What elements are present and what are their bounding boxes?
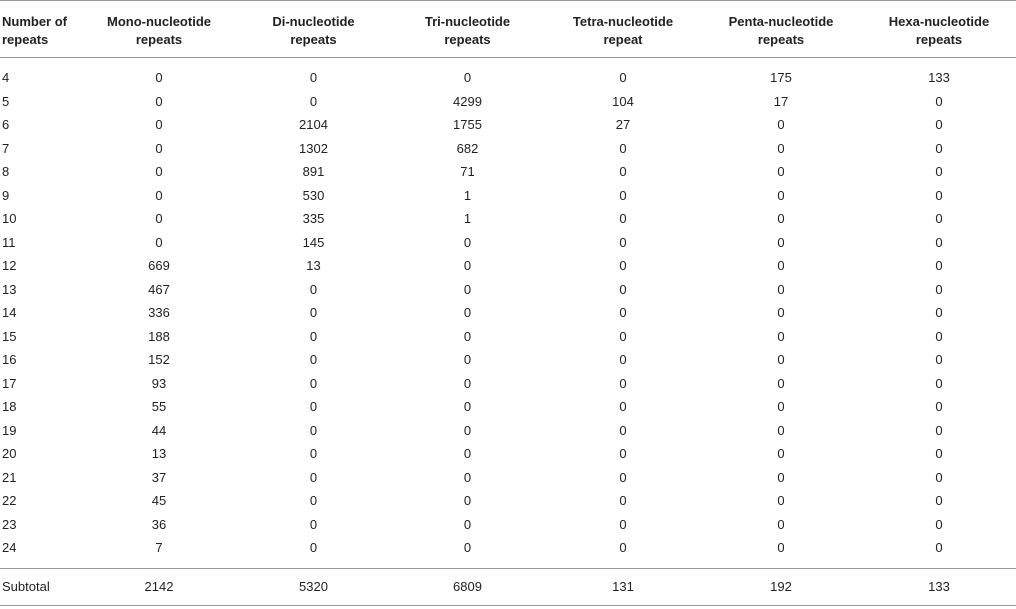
table-cell: 0 — [463, 352, 472, 368]
table-cell: 0 — [155, 187, 163, 203]
table-body — [0, 58, 1016, 569]
table-cell: 0 — [777, 352, 785, 368]
repeat-count-cell: 11 — [2, 234, 16, 250]
repeat-count-cell: 4 — [2, 70, 10, 86]
table-cell: 0 — [155, 140, 163, 156]
table-cell: 0 — [463, 328, 472, 344]
table-cell: 2104 — [299, 117, 328, 133]
table-cell: 175 — [770, 70, 792, 86]
table-cell: 0 — [155, 211, 163, 227]
table-cell: 0 — [777, 281, 785, 297]
table-cell: 0 — [777, 164, 785, 180]
table-cell: 93 — [151, 375, 167, 391]
table-cell: 0 — [463, 540, 472, 556]
repeat-count-cell: 17 — [2, 375, 17, 391]
repeat-count-cell: 19 — [2, 422, 17, 438]
table-cell: 0 — [935, 493, 943, 509]
table-cell: 0 — [619, 234, 627, 250]
subtotal-cell: 133 — [862, 568, 1016, 605]
table-cell: 0 — [309, 375, 318, 391]
table-row — [0, 278, 1016, 302]
repeat-count-cell: 18 — [2, 399, 17, 415]
table-cell: 0 — [935, 422, 943, 438]
repeat-count-cell: 23 — [2, 516, 17, 532]
table-cell: 0 — [935, 234, 943, 250]
table-cell: 0 — [777, 234, 785, 250]
column-header-line: Di-nucleotide — [272, 14, 355, 29]
column-header-line: Number of — [2, 14, 67, 29]
table-row — [0, 348, 1016, 372]
repeat-count-cell: 16 — [2, 352, 17, 368]
table-cell: 0 — [619, 446, 627, 462]
table-cell: 71 — [460, 164, 475, 180]
table-cell: 0 — [935, 93, 943, 109]
column-header — [389, 1, 546, 58]
subtotal-cell: 6809 — [389, 568, 546, 605]
column-header — [862, 1, 1016, 58]
table-cell: 0 — [309, 399, 318, 415]
column-header-line: repeats — [915, 32, 963, 47]
table-cell: 891 — [302, 164, 325, 180]
table-cell: 0 — [309, 446, 318, 462]
table-cell: 145 — [302, 234, 325, 250]
table-cell: 0 — [619, 469, 627, 485]
table-cell: 0 — [309, 93, 318, 109]
table-cell: 0 — [935, 258, 943, 274]
table-cell: 0 — [619, 516, 627, 532]
table-cell: 0 — [777, 375, 785, 391]
table-cell: 0 — [463, 399, 472, 415]
table-cell: 0 — [619, 187, 627, 203]
subtotal-cell: 131 — [546, 568, 700, 605]
column-header — [238, 1, 389, 58]
table-cell: 0 — [155, 234, 163, 250]
subtotal-cell: 5320 — [238, 568, 389, 605]
table-row — [0, 419, 1016, 443]
table-cell: 0 — [935, 375, 943, 391]
table-cell: 0 — [309, 422, 318, 438]
table-cell: 0 — [309, 328, 318, 344]
table-cell: 152 — [148, 352, 170, 368]
table-cell: 104 — [612, 93, 634, 109]
table-cell: 0 — [619, 140, 627, 156]
table-cell: 0 — [935, 469, 943, 485]
table-row — [0, 58, 1016, 90]
table-cell: 0 — [935, 211, 943, 227]
column-header — [0, 1, 80, 58]
table-cell: 0 — [777, 516, 785, 532]
repeat-count-cell: 10 — [2, 211, 17, 227]
table-cell: 0 — [619, 493, 627, 509]
table-cell: 1755 — [453, 117, 482, 133]
table-cell: 1 — [463, 211, 472, 227]
table-row — [0, 254, 1016, 278]
column-header-line: repeats — [290, 32, 337, 47]
table-cell: 530 — [302, 187, 325, 203]
subtotal-label: Subtotal — [0, 568, 80, 605]
table-cell: 0 — [463, 281, 472, 297]
subtotal-cell: 192 — [700, 568, 862, 605]
column-header — [80, 1, 238, 58]
column-header-line: Penta-nucleotide — [728, 14, 834, 29]
table-cell: 0 — [309, 469, 318, 485]
table-cell: 0 — [309, 281, 318, 297]
table-row — [0, 442, 1016, 466]
table-row — [0, 231, 1016, 255]
table-row — [0, 395, 1016, 419]
table-cell: 0 — [935, 516, 943, 532]
table-cell: 0 — [777, 469, 785, 485]
table-cell: 0 — [309, 305, 318, 321]
table-row — [0, 325, 1016, 349]
table-header — [0, 1, 1016, 58]
table-cell: 0 — [619, 375, 627, 391]
table-cell: 0 — [463, 469, 472, 485]
table-cell: 0 — [463, 305, 472, 321]
table-cell: 0 — [155, 70, 163, 86]
repeat-count-cell: 9 — [2, 187, 10, 203]
column-header-line: repeats — [444, 32, 491, 47]
table-cell: 0 — [619, 305, 627, 321]
table-cell: 0 — [463, 70, 472, 86]
table-cell: 0 — [935, 540, 943, 556]
table-cell: 0 — [155, 93, 163, 109]
table-cell: 0 — [777, 211, 785, 227]
table-cell: 0 — [309, 352, 318, 368]
table-cell: 0 — [155, 117, 163, 133]
table-cell: 0 — [463, 234, 472, 250]
table-row — [0, 160, 1016, 184]
table-cell: 0 — [619, 211, 627, 227]
table-cell: 0 — [777, 305, 785, 321]
table-cell: 1302 — [299, 140, 328, 156]
column-header — [700, 1, 862, 58]
repeat-count-cell: 5 — [2, 93, 10, 109]
table-row — [0, 184, 1016, 208]
table-cell: 0 — [935, 140, 943, 156]
table-row — [0, 466, 1016, 490]
column-header — [546, 1, 700, 58]
table-cell: 0 — [777, 187, 785, 203]
table-row — [0, 372, 1016, 396]
repeat-count-cell: 24 — [2, 540, 17, 556]
repeat-count-cell: 13 — [2, 281, 17, 297]
table-cell: 336 — [148, 305, 170, 321]
table-cell: 0 — [463, 422, 472, 438]
table-cell: 0 — [619, 352, 627, 368]
table-cell: 0 — [777, 446, 785, 462]
table-cell: 0 — [935, 328, 943, 344]
table-cell: 0 — [935, 305, 943, 321]
table-cell: 44 — [151, 422, 167, 438]
table-row — [0, 301, 1016, 325]
table-footer — [0, 568, 1016, 605]
table-cell: 1 — [463, 187, 472, 203]
table-cell: 0 — [935, 446, 943, 462]
repeat-count-cell: 6 — [2, 117, 10, 133]
repeat-count-cell: 8 — [2, 164, 10, 180]
table-cell: 0 — [463, 375, 472, 391]
table-row — [0, 90, 1016, 114]
table-cell: 45 — [151, 493, 167, 509]
table-cell: 0 — [463, 446, 472, 462]
table-cell: 0 — [155, 164, 163, 180]
table-cell: 0 — [777, 540, 785, 556]
table-cell: 0 — [619, 258, 627, 274]
table-row — [0, 207, 1016, 231]
table-cell: 0 — [463, 258, 472, 274]
table-cell: 682 — [456, 140, 479, 156]
column-header-line: Tri-nucleotide — [424, 14, 511, 29]
column-header-line: Tetra-nucleotide — [572, 14, 674, 29]
column-header-line: repeats — [135, 32, 183, 47]
table-cell: 0 — [309, 516, 318, 532]
table-cell: 4299 — [453, 93, 482, 109]
table-cell: 0 — [935, 352, 943, 368]
table-cell: 17 — [773, 93, 789, 109]
table-cell: 0 — [777, 258, 785, 274]
table-cell: 0 — [619, 399, 627, 415]
table-cell: 133 — [928, 70, 950, 86]
column-header-line: repeat — [603, 32, 643, 47]
table-cell: 0 — [935, 281, 943, 297]
table-cell: 0 — [935, 399, 943, 415]
table-cell: 0 — [777, 140, 785, 156]
table-row — [0, 513, 1016, 537]
table-cell: 0 — [935, 187, 943, 203]
table-cell: 0 — [619, 540, 627, 556]
table-cell: 0 — [309, 70, 318, 86]
table-cell: 0 — [619, 70, 627, 86]
repeat-count-cell: 20 — [2, 446, 17, 462]
column-header-line: Hexa-nucleotide — [888, 14, 990, 29]
table-cell: 27 — [615, 117, 631, 133]
table-cell: 0 — [309, 493, 318, 509]
table-cell: 7 — [155, 540, 163, 556]
table-cell: 13 — [151, 446, 167, 462]
table-cell: 0 — [935, 117, 943, 133]
table-cell: 55 — [151, 399, 167, 415]
table-cell: 0 — [309, 540, 318, 556]
table-cell: 0 — [463, 516, 472, 532]
repeat-count-cell: 21 — [2, 469, 17, 485]
header-row — [0, 1, 1016, 58]
table-cell: 0 — [619, 328, 627, 344]
table-cell: 0 — [777, 328, 785, 344]
table-row — [0, 113, 1016, 137]
table-row — [0, 489, 1016, 513]
subtotal-cell: 2142 — [80, 568, 238, 605]
table-cell: 0 — [619, 164, 627, 180]
table-cell: 0 — [619, 422, 627, 438]
table-cell: 669 — [148, 258, 170, 274]
table-row — [0, 536, 1016, 568]
table-cell: 0 — [619, 281, 627, 297]
repeat-count-cell: 7 — [2, 140, 10, 156]
table-cell: 0 — [935, 164, 943, 180]
subtotal-row — [0, 568, 1016, 605]
table-cell: 0 — [777, 399, 785, 415]
table-cell: 0 — [777, 493, 785, 509]
table-row — [0, 137, 1016, 161]
table-cell: 13 — [306, 258, 321, 274]
table-cell: 467 — [148, 281, 170, 297]
repeat-count-cell: 12 — [2, 258, 17, 274]
table-cell: 335 — [302, 211, 325, 227]
repeat-count-cell: 14 — [2, 305, 17, 321]
repeat-count-cell: 15 — [2, 328, 17, 344]
table-cell: 37 — [151, 469, 167, 485]
column-header-line: repeats — [757, 32, 805, 47]
table-cell: 188 — [148, 328, 170, 344]
table-cell: 0 — [777, 117, 785, 133]
table-cell: 36 — [151, 516, 167, 532]
table-cell: 0 — [777, 422, 785, 438]
repeat-count-cell: 22 — [2, 493, 17, 509]
column-header-line: Mono-nucleotide — [107, 14, 211, 29]
table-cell: 0 — [463, 493, 472, 509]
column-header-line: repeats — [2, 32, 49, 47]
